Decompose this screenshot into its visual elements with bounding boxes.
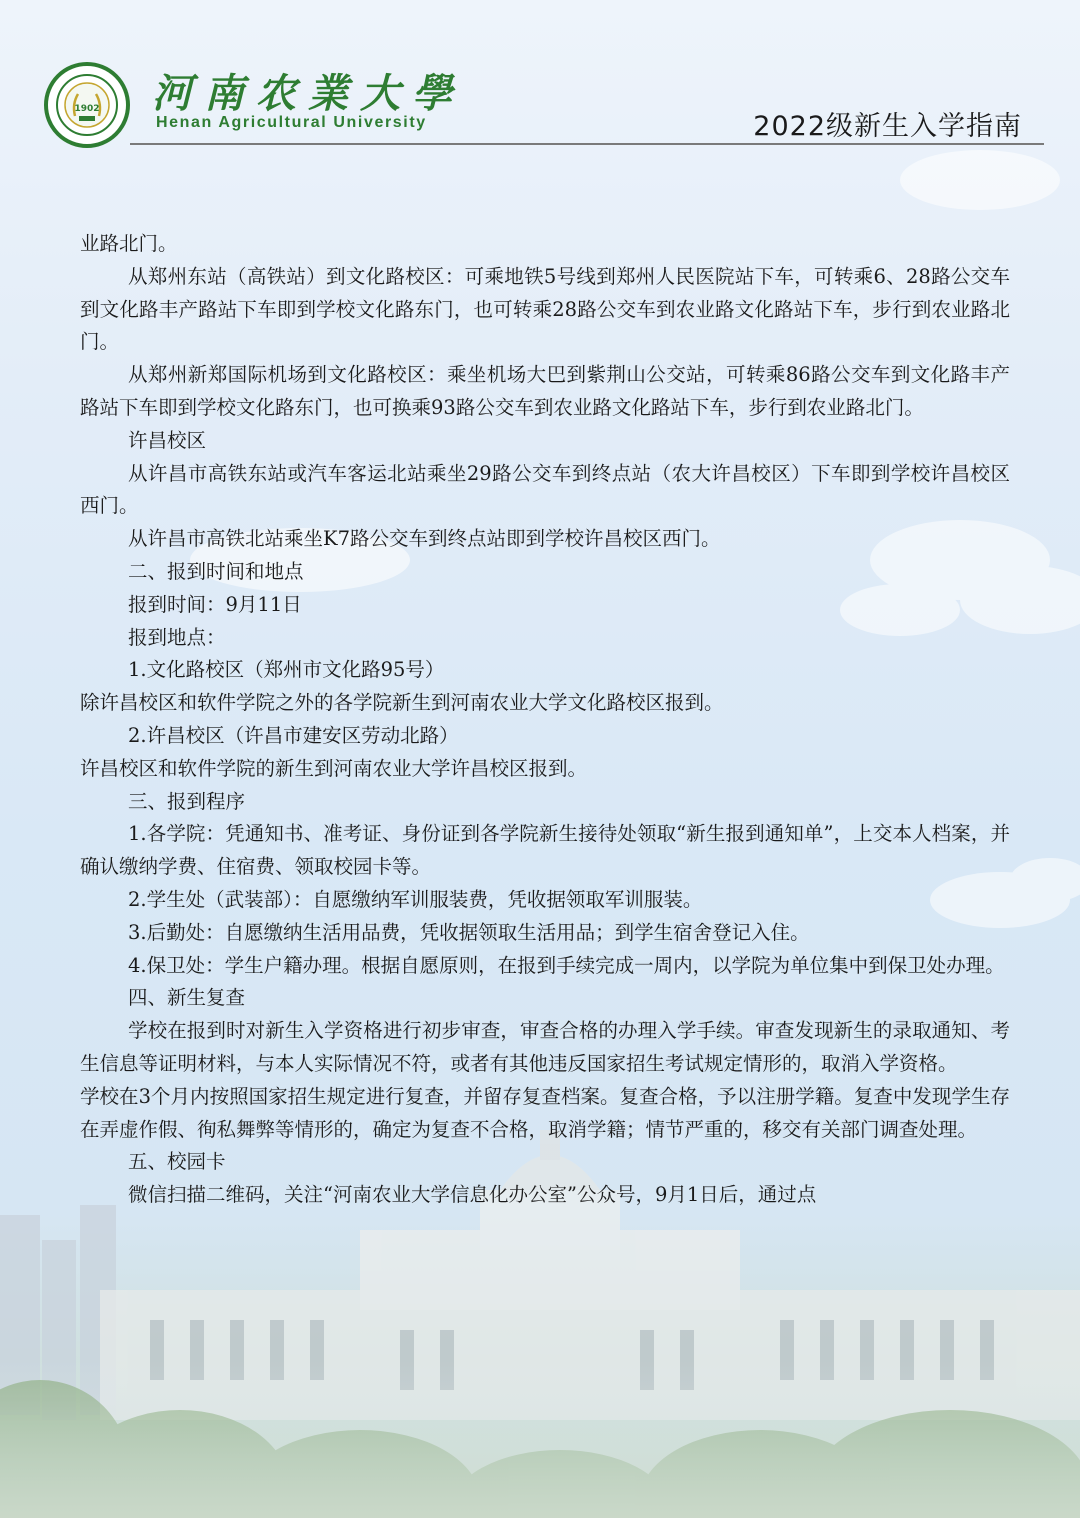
- paragraph: 2.许昌校区（许昌市建安区劳动北路）: [128, 723, 459, 747]
- paragraph: 从郑州新郑国际机场到文化路校区：乘坐机场大巴到紫荆山公交站，可转乘86路公交车到文化路丰产路站下车即到学校文化路东门，也可换乘93路公交车到农业路文化路站下车，步行到农业路北门。: [80, 363, 1010, 419]
- paragraph: 4.保卫处：学生户籍办理。根据自愿原则，在报到手续完成一周内，以学院为单位集中到保卫处办理。: [128, 953, 1005, 977]
- paragraph: 许昌校区和软件学院的新生到河南农业大学许昌校区报到。: [80, 756, 588, 780]
- header-divider: [130, 143, 1044, 145]
- university-name-chinese: 河南农業大學: [152, 70, 464, 117]
- paragraph: 许昌校区: [128, 428, 207, 452]
- paragraph: 二、报到时间和地点: [128, 559, 304, 583]
- paragraph: 微信扫描二维码，关注“河南农业大学信息化办公室”公众号，9月1日后，通过点: [128, 1183, 817, 1207]
- paragraph: 从许昌市高铁北站乘坐K7路公交车到终点站即到学校许昌校区西门。: [128, 527, 721, 551]
- paragraph: 2.学生处（武装部）：自愿缴纳军训服装费，凭收据领取军训服装。: [128, 887, 703, 911]
- paragraph: 学校在报到时对新生入学资格进行初步审查，审查合格的办理入学手续。审查发现新生的录取通知、考生信息等证明材料，与本人实际情况不符，或者有其他违反国家招生考试规定情形的，取消入学资格。: [80, 1019, 1010, 1075]
- paragraph: 除许昌校区和软件学院之外的各学院新生到河南农业大学文化路校区报到。: [80, 691, 724, 715]
- paragraph: 报到地点：: [128, 625, 226, 649]
- paragraph: 五、校园卡: [128, 1150, 226, 1174]
- university-emblem-logo: [44, 62, 130, 148]
- emblem-year: 1902: [74, 104, 100, 114]
- paragraph: 业路北门。: [80, 232, 178, 255]
- paragraph: 3.后勤处：自愿缴纳生活用品费，凭收据领取生活用品；到学生宿舍登记入住。: [128, 920, 810, 944]
- university-name-english: Henan Agricultural University: [156, 114, 427, 131]
- paragraph: 1.各学院：凭通知书、准考证、身份证到各学院新生接待处领取“新生报到通知单”，上交本人档案，并确认缴纳学费、住宿费、领取校园卡等。: [80, 822, 1010, 879]
- paragraph: 四、新生复查: [128, 986, 246, 1010]
- document-body: [80, 228, 1010, 1212]
- paragraph: 学校在3个月内按照国家招生规定进行复查，并留存复查档案。复查合格，予以注册学籍。复查中发现学生存在弄虚作假、徇私舞弊等情形的，确定为复查不合格，取消学籍；情节严重的，移交有关部门调查处理。: [80, 1084, 1010, 1141]
- paragraph: 从许昌市高铁东站或汽车客运北站乘坐29路公交车到终点站（农大许昌校区）下车即到学校许昌校区西门。: [80, 461, 1010, 518]
- guide-title: 2022级新生入学指南: [753, 111, 1022, 142]
- paragraph: 三、报到程序: [128, 789, 246, 813]
- page-header: [0, 0, 1080, 160]
- paragraph: 1.文化路校区（郑州市文化路95号）: [128, 658, 445, 682]
- paragraph: 从郑州东站（高铁站）到文化路校区：可乘地铁5号线到郑州人民医院站下车，可转乘6、28路公交车到文化路丰产路站下车即到学校文化路东门，也可转乘28路公交车到农业路文化路站下车，步行到农业路北门。: [80, 264, 1010, 354]
- paragraph: 报到时间：9月11日: [128, 592, 302, 616]
